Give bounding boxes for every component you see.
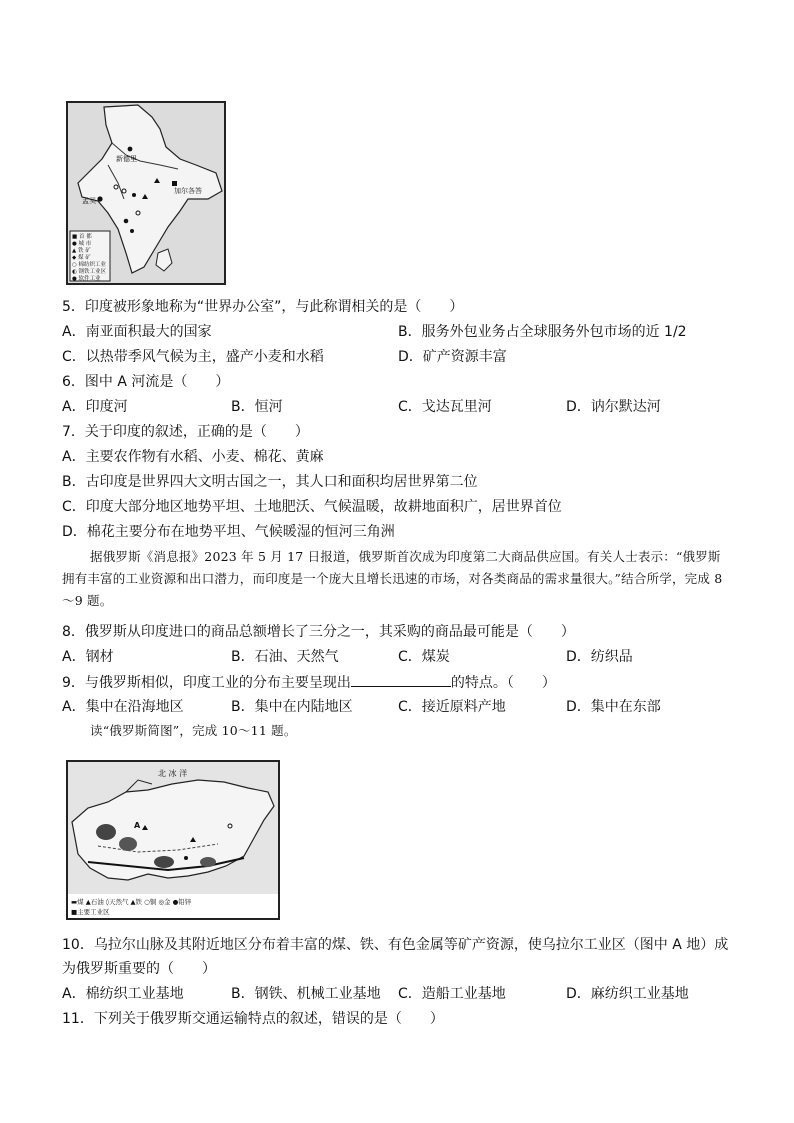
- q10-stem-line1: 10．乌拉尔山脉及其附近地区分布着丰富的煤、铁、有色金属等矿产资源，使乌拉尔工业区（图中 A 地）成: [62, 937, 729, 953]
- q10-option-b: B．钢铁、机械工业基地: [231, 986, 381, 1002]
- q5-option-d: D．矿产资源丰富: [398, 349, 507, 365]
- q7-option-a: A．主要农作物有水稻、小麦、棉花、黄麻: [62, 449, 324, 465]
- india-map-legend-item: ◆ 煤 矿: [72, 255, 91, 261]
- india-map: [66, 101, 226, 285]
- q9-stem-after: 的特点。（ ）: [450, 675, 556, 691]
- india-map-legend-item: ● 城 市: [72, 241, 92, 247]
- q8-option-a: A．钢材: [62, 649, 114, 665]
- q11-stem: 11．下列关于俄罗斯交通运输特点的叙述，错误的是（ ）: [62, 1011, 444, 1027]
- india-map-legend-item: ◐ 钢铁工业区: [72, 269, 107, 275]
- q5-stem: 5．印度被形象地称为“世界办公室”，与此称谓相关的是（ ）: [62, 299, 464, 315]
- passage-text: 读“俄罗斯简图”，完成 10～11 题。: [90, 723, 297, 738]
- passage-russia-india-trade: [62, 546, 732, 612]
- india-map-drawing: [68, 103, 224, 283]
- q6-option-a: A．印度河: [62, 399, 128, 415]
- india-map-legend-item: ● 软件工业: [72, 276, 101, 282]
- q7-option-b: B．古印度是世界四大文明古国之一，其人口和面积均居世界第二位: [62, 474, 478, 490]
- russia-map-label-arctic: 北 冰 洋: [158, 769, 188, 778]
- india-map-label-new-delhi: 新德里: [116, 155, 137, 163]
- passage-text: 据俄罗斯《消息报》2023 年 5 月 17 日报道，俄罗斯首次成为印度第二大商品供应国。有关人士表示：“俄罗斯拥有丰富的工业资源和出口潜力，而印度是一个庞大且增长迅速的市场，对各类商品的需求量很大。”结合所学，完成 8～9 题。: [62, 549, 723, 608]
- russia-map-legend-row1: ▬煤 ▲石油 ◊天然气 ▲铁 ○铜 ◎金 ●铅锌: [71, 898, 192, 906]
- india-map-label-kolkata: 加尔各答: [174, 187, 202, 195]
- q7-stem: 7．关于印度的叙述，正确的是（ ）: [62, 424, 309, 440]
- q6-stem: 6．图中 A 河流是（ ）: [62, 374, 230, 390]
- india-map-legend-item: ■ 首 都: [72, 234, 92, 240]
- russia-map-label-a: A: [134, 821, 141, 830]
- q5-option-c: C．以热带季风气候为主，盛产小麦和水稻: [62, 349, 324, 365]
- q9-option-b: B．集中在内陆地区: [231, 699, 353, 715]
- q9-stem: [62, 672, 556, 693]
- q7-option-d: D．棉花主要分布在地势平坦、气候暖湿的恒河三角洲: [62, 524, 395, 540]
- q5-option-a: A．南亚面积最大的国家: [62, 324, 212, 340]
- q10-option-d: D．麻纺织工业基地: [566, 986, 689, 1002]
- q10-option-a: A．棉纺织工业基地: [62, 986, 184, 1002]
- russia-map: [66, 760, 280, 920]
- q9-blank: [351, 672, 451, 687]
- q6-option-c: C．戈达瓦里河: [398, 399, 492, 415]
- q10-stem-line2: 为俄罗斯重要的（ ）: [62, 961, 216, 977]
- q8-stem: 8．俄罗斯从印度进口的商品总额增长了三分之一，其采购的商品最可能是（ ）: [62, 624, 575, 640]
- q10-option-c: C．造船工业基地: [398, 986, 506, 1002]
- passage-russia-map-intro: [62, 720, 732, 742]
- q8-option-b: B．石油、天然气: [231, 649, 339, 665]
- q5-option-b: B．服务外包业务占全球服务外包市场的近 1/2: [398, 324, 687, 340]
- q7-option-c: C．印度大部分地区地势平坦、土地肥沃、气候温暖，故耕地面积广，居世界首位: [62, 499, 562, 515]
- q9-option-a: A．集中在沿海地区: [62, 699, 184, 715]
- india-map-legend-item: ▲ 铁 矿: [72, 248, 91, 254]
- russia-map-legend-row2: ■主要工业区: [71, 908, 110, 916]
- q9-option-c: C．接近原料产地: [398, 699, 506, 715]
- q9-option-d: D．集中在东部: [566, 699, 661, 715]
- india-map-label-mumbai: 孟买: [82, 197, 96, 205]
- q9-stem-before: 9．与俄罗斯相似，印度工业的分布主要呈现出: [62, 675, 351, 691]
- q8-option-d: D．纺织品: [566, 649, 633, 665]
- russia-map-drawing: [68, 762, 278, 918]
- india-map-legend-item: ○ 棉纺织工业: [72, 262, 107, 268]
- q6-option-d: D．讷尔默达河: [566, 399, 661, 415]
- q8-option-c: C．煤炭: [398, 649, 450, 665]
- q6-option-b: B．恒河: [231, 399, 283, 415]
